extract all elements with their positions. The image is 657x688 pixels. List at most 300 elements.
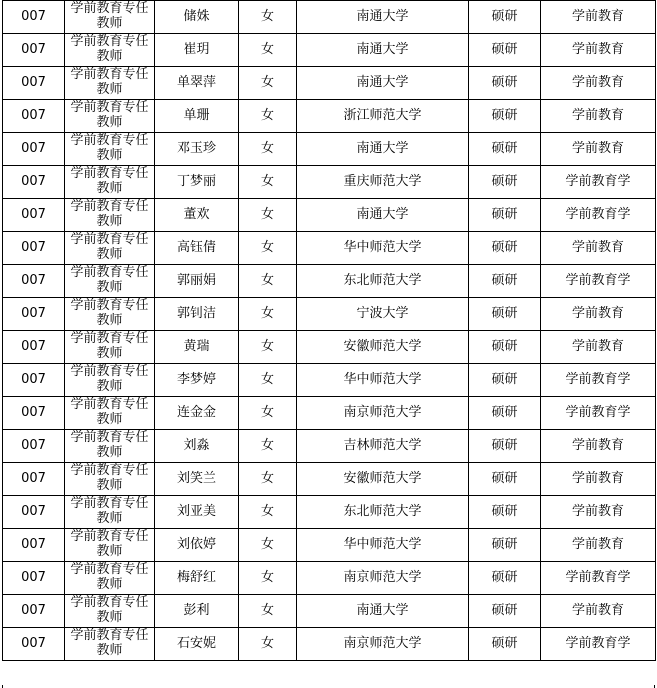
cell-post — [65, 595, 155, 628]
cell-school-text: 南通大学 — [356, 41, 409, 57]
cell-gender-text: 女 — [260, 206, 274, 222]
cell-degree — [469, 133, 541, 166]
cell-code-text: 007 — [21, 404, 46, 420]
cell-gender-text: 女 — [260, 239, 274, 255]
cell-degree — [469, 529, 541, 562]
cell-school — [297, 67, 469, 100]
cell-code-text: 007 — [21, 173, 46, 189]
table-row — [3, 100, 656, 133]
cell-school — [297, 496, 469, 529]
cell-post — [65, 364, 155, 397]
cell-degree — [469, 331, 541, 364]
cell-school-text: 吉林师范大学 — [343, 437, 422, 453]
table-row — [3, 397, 656, 430]
cell-school-text: 宁波大学 — [356, 305, 409, 321]
cell-code-text: 007 — [21, 569, 46, 585]
cell-school-text: 浙江师范大学 — [343, 107, 422, 123]
cell-major — [541, 265, 656, 298]
cell-name-text: 刘淼 — [183, 437, 210, 453]
cell-gender — [239, 298, 297, 331]
cell-degree — [469, 1, 541, 34]
cell-code — [3, 628, 65, 661]
cell-post-text: 学前教育专任教师 — [70, 298, 149, 328]
cell-school-text: 南京师范大学 — [343, 404, 422, 420]
cell-major — [541, 199, 656, 232]
cell-major-text: 学前教育 — [571, 338, 624, 354]
cell-major — [541, 397, 656, 430]
cell-post — [65, 562, 155, 595]
cell-name — [155, 298, 239, 331]
cell-school — [297, 1, 469, 34]
cell-gender — [239, 133, 297, 166]
cell-name-text: 崔玥 — [183, 41, 210, 57]
cell-gender — [239, 496, 297, 529]
cell-degree-text: 硕研 — [491, 569, 518, 585]
table-row — [3, 34, 656, 67]
cell-gender — [239, 166, 297, 199]
cell-gender — [239, 397, 297, 430]
cell-degree — [469, 628, 541, 661]
cell-code — [3, 496, 65, 529]
cell-major-text: 学前教育 — [571, 602, 624, 618]
cell-gender-text: 女 — [260, 305, 274, 321]
cell-code-text: 007 — [21, 536, 46, 552]
cell-name-text: 刘亚美 — [176, 503, 216, 519]
cell-degree — [469, 298, 541, 331]
table-row — [3, 199, 656, 232]
cell-school-text: 南通大学 — [356, 140, 409, 156]
cell-gender — [239, 199, 297, 232]
cell-degree — [469, 67, 541, 100]
cell-code — [3, 133, 65, 166]
cell-degree — [469, 265, 541, 298]
cell-post-text: 学前教育专任教师 — [70, 166, 149, 196]
cell-degree-text: 硕研 — [491, 470, 518, 486]
cell-post — [65, 430, 155, 463]
cell-major — [541, 364, 656, 397]
cell-name — [155, 34, 239, 67]
cell-major — [541, 496, 656, 529]
cell-code — [3, 298, 65, 331]
cell-degree-text: 硕研 — [491, 635, 518, 651]
cell-code-text: 007 — [21, 470, 46, 486]
cell-major-text: 学前教育学 — [565, 569, 631, 585]
cell-post — [65, 331, 155, 364]
cell-major-text: 学前教育 — [571, 470, 624, 486]
cell-code-text: 007 — [21, 272, 46, 288]
cell-code-text: 007 — [21, 503, 46, 519]
roster-table-body — [3, 1, 656, 661]
cell-gender — [239, 529, 297, 562]
cell-gender — [239, 232, 297, 265]
cell-major-text: 学前教育 — [571, 107, 624, 123]
cell-school — [297, 133, 469, 166]
cell-code-text: 007 — [21, 107, 46, 123]
cell-major — [541, 562, 656, 595]
cell-name — [155, 463, 239, 496]
cell-post-text: 学前教育专任教师 — [70, 265, 149, 295]
cell-major — [541, 232, 656, 265]
cell-gender — [239, 100, 297, 133]
cell-code-text: 007 — [21, 206, 46, 222]
cell-post-text: 学前教育专任教师 — [70, 397, 149, 427]
cell-gender-text: 女 — [260, 41, 274, 57]
cell-school — [297, 232, 469, 265]
cell-name — [155, 67, 239, 100]
cell-code-text: 007 — [21, 41, 46, 57]
cell-school — [297, 430, 469, 463]
cell-major-text: 学前教育 — [571, 140, 624, 156]
cell-school — [297, 34, 469, 67]
cell-code — [3, 67, 65, 100]
table-row — [3, 529, 656, 562]
cell-major-text: 学前教育 — [571, 74, 624, 90]
cell-degree-text: 硕研 — [491, 437, 518, 453]
cell-degree-text: 硕研 — [491, 503, 518, 519]
cell-degree-text: 硕研 — [491, 173, 518, 189]
cell-degree — [469, 364, 541, 397]
cell-post — [65, 496, 155, 529]
cell-post — [65, 1, 155, 34]
table-row — [3, 430, 656, 463]
cell-degree-text: 硕研 — [491, 602, 518, 618]
cell-school-text: 南通大学 — [356, 206, 409, 222]
cell-name-text: 连金金 — [176, 404, 216, 420]
cell-major-text: 学前教育学 — [565, 173, 631, 189]
cell-code — [3, 1, 65, 34]
cell-gender-text: 女 — [260, 437, 274, 453]
cell-school-text: 南通大学 — [356, 74, 409, 90]
cell-degree — [469, 562, 541, 595]
cell-code-text: 007 — [21, 602, 46, 618]
cell-name — [155, 364, 239, 397]
cell-post — [65, 232, 155, 265]
cell-major — [541, 463, 656, 496]
cell-gender-text: 女 — [260, 74, 274, 90]
cell-school — [297, 265, 469, 298]
cell-name — [155, 496, 239, 529]
cell-major-text: 学前教育 — [571, 437, 624, 453]
cell-name-text: 梅舒红 — [176, 569, 216, 585]
cell-name-text: 石安妮 — [176, 635, 216, 651]
cell-name — [155, 331, 239, 364]
cell-school-text: 东北师范大学 — [343, 503, 422, 519]
cell-name — [155, 166, 239, 199]
cell-major — [541, 628, 656, 661]
cell-school — [297, 100, 469, 133]
cell-code — [3, 430, 65, 463]
cell-gender — [239, 364, 297, 397]
cell-code-text: 007 — [21, 635, 46, 651]
cell-name — [155, 595, 239, 628]
cell-post — [65, 67, 155, 100]
cell-name — [155, 199, 239, 232]
table-row — [3, 232, 656, 265]
cell-gender-text: 女 — [260, 503, 274, 519]
cell-code — [3, 100, 65, 133]
cell-major — [541, 34, 656, 67]
cell-name-text: 李梦婷 — [176, 371, 216, 387]
cell-name — [155, 265, 239, 298]
cell-name-text: 储姝 — [183, 8, 210, 24]
cell-code-text: 007 — [21, 239, 46, 255]
cell-major — [541, 529, 656, 562]
cell-name — [155, 232, 239, 265]
cell-post-text: 学前教育专任教师 — [70, 133, 149, 163]
cell-major-text: 学前教育学 — [565, 404, 631, 420]
cell-gender-text: 女 — [260, 602, 274, 618]
cell-name — [155, 628, 239, 661]
table-row — [3, 133, 656, 166]
cell-name-text: 董欢 — [183, 206, 210, 222]
cell-code — [3, 34, 65, 67]
table-row — [3, 496, 656, 529]
cell-degree — [469, 199, 541, 232]
cell-name — [155, 397, 239, 430]
cell-major — [541, 166, 656, 199]
cell-major-text: 学前教育学 — [565, 272, 631, 288]
cell-post-text: 学前教育专任教师 — [70, 34, 149, 64]
cell-post-text: 学前教育专任教师 — [70, 562, 149, 592]
cell-degree-text: 硕研 — [491, 338, 518, 354]
cell-school-text: 南通大学 — [356, 602, 409, 618]
cell-name-text: 郭丽娟 — [176, 272, 216, 288]
table-row — [3, 364, 656, 397]
cell-code — [3, 529, 65, 562]
cell-major-text: 学前教育 — [571, 305, 624, 321]
cell-post — [65, 529, 155, 562]
cell-gender-text: 女 — [260, 8, 274, 24]
cell-name-text: 刘依婷 — [176, 536, 216, 552]
cell-major — [541, 331, 656, 364]
cell-school-text: 重庆师范大学 — [343, 173, 422, 189]
cell-gender — [239, 265, 297, 298]
cell-gender — [239, 1, 297, 34]
cell-post-text: 学前教育专任教师 — [70, 595, 149, 625]
cell-school — [297, 298, 469, 331]
cell-gender-text: 女 — [260, 470, 274, 486]
cell-school — [297, 166, 469, 199]
cell-school — [297, 562, 469, 595]
cell-code — [3, 562, 65, 595]
cell-post — [65, 34, 155, 67]
table-row — [3, 595, 656, 628]
cell-post — [65, 397, 155, 430]
cell-major — [541, 67, 656, 100]
cell-school-text: 南京师范大学 — [343, 569, 422, 585]
cell-post — [65, 100, 155, 133]
cell-code-text: 007 — [21, 437, 46, 453]
cell-post — [65, 166, 155, 199]
cell-gender-text: 女 — [260, 272, 274, 288]
cell-post — [65, 199, 155, 232]
cell-school-text: 华中师范大学 — [343, 536, 422, 552]
cell-gender-text: 女 — [260, 404, 274, 420]
cell-gender-text: 女 — [260, 371, 274, 387]
cell-degree — [469, 430, 541, 463]
cell-post-text: 学前教育专任教师 — [70, 1, 149, 31]
table-row — [3, 463, 656, 496]
cell-name-text: 高钰倩 — [176, 239, 216, 255]
cell-name-text: 彭利 — [183, 602, 210, 618]
cell-code — [3, 463, 65, 496]
cell-code-text: 007 — [21, 305, 46, 321]
cell-name — [155, 430, 239, 463]
cell-post-text: 学前教育专任教师 — [70, 463, 149, 493]
cell-major-text: 学前教育学 — [565, 635, 631, 651]
cell-code-text: 007 — [21, 74, 46, 90]
table-row — [3, 298, 656, 331]
cell-gender-text: 女 — [260, 107, 274, 123]
cell-post-text: 学前教育专任教师 — [70, 529, 149, 559]
cell-degree-text: 硕研 — [491, 305, 518, 321]
cell-major — [541, 100, 656, 133]
cell-school — [297, 529, 469, 562]
cell-degree-text: 硕研 — [491, 371, 518, 387]
cell-major-text: 学前教育学 — [565, 371, 631, 387]
cell-name-text: 刘笑兰 — [176, 470, 216, 486]
cell-degree — [469, 232, 541, 265]
cell-gender — [239, 628, 297, 661]
cell-major — [541, 595, 656, 628]
cell-degree — [469, 34, 541, 67]
cell-code — [3, 331, 65, 364]
table-row — [3, 166, 656, 199]
cell-post — [65, 628, 155, 661]
cell-degree-text: 硕研 — [491, 239, 518, 255]
cell-major-text: 学前教育学 — [565, 206, 631, 222]
cell-degree — [469, 397, 541, 430]
cell-school-text: 安徽师范大学 — [343, 470, 422, 486]
cell-school-text: 安徽师范大学 — [343, 338, 422, 354]
cell-school — [297, 199, 469, 232]
cell-name-text: 丁梦丽 — [176, 173, 216, 189]
cell-degree-text: 硕研 — [491, 404, 518, 420]
cell-code — [3, 232, 65, 265]
cell-gender — [239, 331, 297, 364]
cell-major — [541, 298, 656, 331]
cell-degree-text: 硕研 — [491, 8, 518, 24]
cell-code-text: 007 — [21, 371, 46, 387]
table-row — [3, 331, 656, 364]
cell-post — [65, 463, 155, 496]
cell-gender-text: 女 — [260, 338, 274, 354]
cell-major-text: 学前教育 — [571, 536, 624, 552]
cell-degree-text: 硕研 — [491, 74, 518, 90]
cell-degree-text: 硕研 — [491, 140, 518, 156]
cell-post-text: 学前教育专任教师 — [70, 628, 149, 658]
cell-gender-text: 女 — [260, 635, 274, 651]
cell-degree-text: 硕研 — [491, 41, 518, 57]
table-row — [3, 67, 656, 100]
cell-degree — [469, 100, 541, 133]
cell-school-text: 南通大学 — [356, 8, 409, 24]
cell-school — [297, 463, 469, 496]
cell-degree-text: 硕研 — [491, 272, 518, 288]
cell-name — [155, 1, 239, 34]
cell-gender-text: 女 — [260, 173, 274, 189]
cell-school — [297, 331, 469, 364]
cell-gender — [239, 34, 297, 67]
cell-degree — [469, 463, 541, 496]
cell-school — [297, 364, 469, 397]
cell-code — [3, 364, 65, 397]
cell-school-text: 东北师范大学 — [343, 272, 422, 288]
cell-post-text: 学前教育专任教师 — [70, 364, 149, 394]
cell-name-text: 单翠萍 — [176, 74, 216, 90]
cell-degree-text: 硕研 — [491, 536, 518, 552]
table-row — [3, 628, 656, 661]
cell-code-text: 007 — [21, 8, 46, 24]
cell-code — [3, 265, 65, 298]
cell-code-text: 007 — [21, 338, 46, 354]
cell-gender — [239, 430, 297, 463]
cell-post — [65, 265, 155, 298]
cell-major — [541, 133, 656, 166]
cell-gender — [239, 463, 297, 496]
cell-gender — [239, 595, 297, 628]
cell-gender-text: 女 — [260, 569, 274, 585]
cell-code — [3, 397, 65, 430]
cell-name-text: 郭钊洁 — [176, 305, 216, 321]
cell-major — [541, 430, 656, 463]
cell-gender-text: 女 — [260, 536, 274, 552]
cell-code — [3, 595, 65, 628]
cell-school-text: 华中师范大学 — [343, 239, 422, 255]
cell-post-text: 学前教育专任教师 — [70, 232, 149, 262]
cell-gender — [239, 562, 297, 595]
cell-post — [65, 298, 155, 331]
cell-post-text: 学前教育专任教师 — [70, 199, 149, 229]
cell-school — [297, 628, 469, 661]
cell-major-text: 学前教育 — [571, 503, 624, 519]
cell-gender — [239, 67, 297, 100]
cell-degree — [469, 496, 541, 529]
cell-name-text: 单珊 — [183, 107, 210, 123]
cell-gender-text: 女 — [260, 140, 274, 156]
table-row — [3, 562, 656, 595]
cell-degree — [469, 595, 541, 628]
cell-code-text: 007 — [21, 140, 46, 156]
cell-school — [297, 595, 469, 628]
table-row — [3, 265, 656, 298]
cell-post-text: 学前教育专任教师 — [70, 100, 149, 130]
cell-major-text: 学前教育 — [571, 8, 624, 24]
cell-degree-text: 硕研 — [491, 107, 518, 123]
cell-post-text: 学前教育专任教师 — [70, 67, 149, 97]
cell-name-text: 邓玉珍 — [176, 140, 216, 156]
cell-major-text: 学前教育 — [571, 239, 624, 255]
cell-name — [155, 133, 239, 166]
cell-name — [155, 100, 239, 133]
cell-name — [155, 562, 239, 595]
table-row — [3, 1, 656, 34]
cell-school-text: 华中师范大学 — [343, 371, 422, 387]
cell-post-text: 学前教育专任教师 — [70, 430, 149, 460]
cell-name — [155, 529, 239, 562]
candidate-roster-table — [2, 0, 656, 661]
cell-school — [297, 397, 469, 430]
cell-post-text: 学前教育专任教师 — [70, 331, 149, 361]
cell-code — [3, 166, 65, 199]
cell-major — [541, 1, 656, 34]
cell-post — [65, 133, 155, 166]
cell-degree — [469, 166, 541, 199]
cell-name-text: 黄瑞 — [183, 338, 210, 354]
cell-degree-text: 硕研 — [491, 206, 518, 222]
cell-post-text: 学前教育专任教师 — [70, 496, 149, 526]
cell-school-text: 南京师范大学 — [343, 635, 422, 651]
